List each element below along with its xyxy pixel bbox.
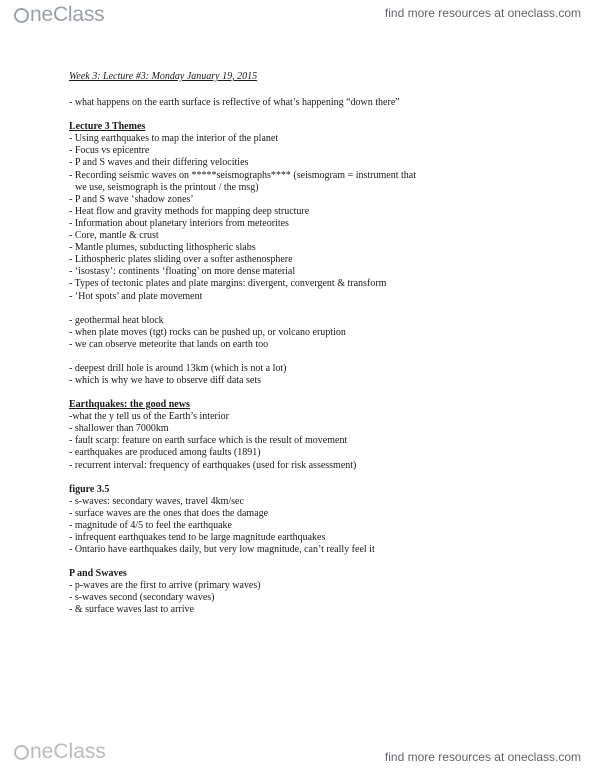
- list-item: - & surface waves last to arrive: [69, 604, 194, 616]
- figure-heading: figure 3.5: [69, 483, 110, 495]
- logo-ring-icon: [14, 8, 29, 23]
- list-item: - P and S waves and their differing velocities: [69, 157, 249, 169]
- figure-list: [69, 496, 549, 556]
- oneclass-logo-footer[interactable]: neClass: [14, 740, 106, 764]
- notes-block-1: [69, 315, 549, 351]
- lecture-title: Week 3: Lecture #3: Monday January 19, 2015: [69, 71, 258, 82]
- p-and-s-waves-list: [69, 580, 549, 616]
- find-more-link-top[interactable]: find more resources at oneclass.com: [384, 6, 581, 20]
- list-item: - surface waves are the ones that does the damage: [69, 507, 269, 519]
- list-item: - shallower than 7000km: [69, 423, 169, 435]
- list-item: - ‘isostasy’: continents ‘floating’ on more dense material: [69, 266, 296, 278]
- list-item: - we can observe meteorite that lands on earth too: [69, 338, 269, 350]
- list-item: - Lithospheric plates sliding over a softer asthenosphere: [69, 254, 293, 266]
- list-item: - fault scarp: feature on earth surface which is the result of movement: [69, 435, 348, 447]
- list-item: - Mantle plumes, subducting lithospheric slabs: [69, 242, 256, 254]
- list-item: - earthquakes are produced among faults (1891): [69, 447, 261, 459]
- logo-ring-icon: [14, 745, 29, 760]
- list-item: - which is why we have to observe diff data sets: [69, 374, 261, 386]
- list-item: - Heat flow and gravity methods for mapping deep structure: [69, 205, 310, 217]
- list-item: - recurrent interval: frequency of earthquakes (used for risk assessment): [69, 459, 357, 471]
- find-more-link-bottom[interactable]: find more resources at oneclass.com: [384, 750, 581, 764]
- list-item: - P and S wave ‘shadow zones’: [69, 193, 194, 205]
- list-item: - Focus vs epicentre: [69, 145, 150, 157]
- themes-list: [69, 133, 549, 302]
- list-item: - geothermal heat block: [69, 314, 164, 326]
- themes-heading: Lecture 3 Themes: [69, 121, 146, 133]
- list-item: - Types of tectonic plates and plate margins: divergent, convergent & transform: [69, 278, 387, 290]
- p-and-s-waves-heading: P and Swaves: [69, 568, 127, 580]
- list-item: - deepest drill hole is around 13km (which is not a lot): [69, 362, 287, 374]
- list-item: - when plate moves (tgt) rocks can be pushed up, or volcano eruption: [69, 326, 346, 338]
- list-item: - ‘Hot spots’ and plate movement: [69, 290, 203, 302]
- list-item: - p-waves are the first to arrive (primary waves): [69, 580, 261, 592]
- lecture-notes: [69, 71, 549, 617]
- list-item: - Ontario have earthquakes daily, but very low magnitude, can’t really feel it: [69, 544, 375, 556]
- notes-block-2: [69, 363, 549, 387]
- list-item: - magnitude of 4/5 to feel the earthquake: [69, 519, 232, 531]
- list-item: - Core, mantle & crust: [69, 230, 159, 242]
- list-item: - s-waves: secondary waves, travel 4km/sec: [69, 495, 244, 507]
- list-item: - Information about planetary interiors from meteorites: [69, 217, 289, 229]
- list-item: - Recording seismic waves on *****seismographs**** (seismogram = instrument that: [69, 169, 416, 181]
- list-item: we use, seismograph is the printout / the msg): [75, 181, 259, 193]
- list-item: - s-waves second (secondary waves): [69, 592, 215, 604]
- earthquakes-list: [69, 411, 549, 471]
- list-item: -what the y tell us of the Earth’s interior: [69, 411, 229, 423]
- intro-line: - what happens on the earth surface is reflective of what’s happening “down there”: [69, 97, 400, 109]
- list-item: - infrequent earthquakes tend to be large magnitude earthquakes: [69, 532, 326, 543]
- page-header: [0, 0, 595, 40]
- list-item: - Using earthquakes to map the interior of the planet: [69, 133, 279, 145]
- earthquakes-heading: Earthquakes: the good news: [69, 399, 190, 411]
- oneclass-logo[interactable]: neClass: [14, 3, 104, 27]
